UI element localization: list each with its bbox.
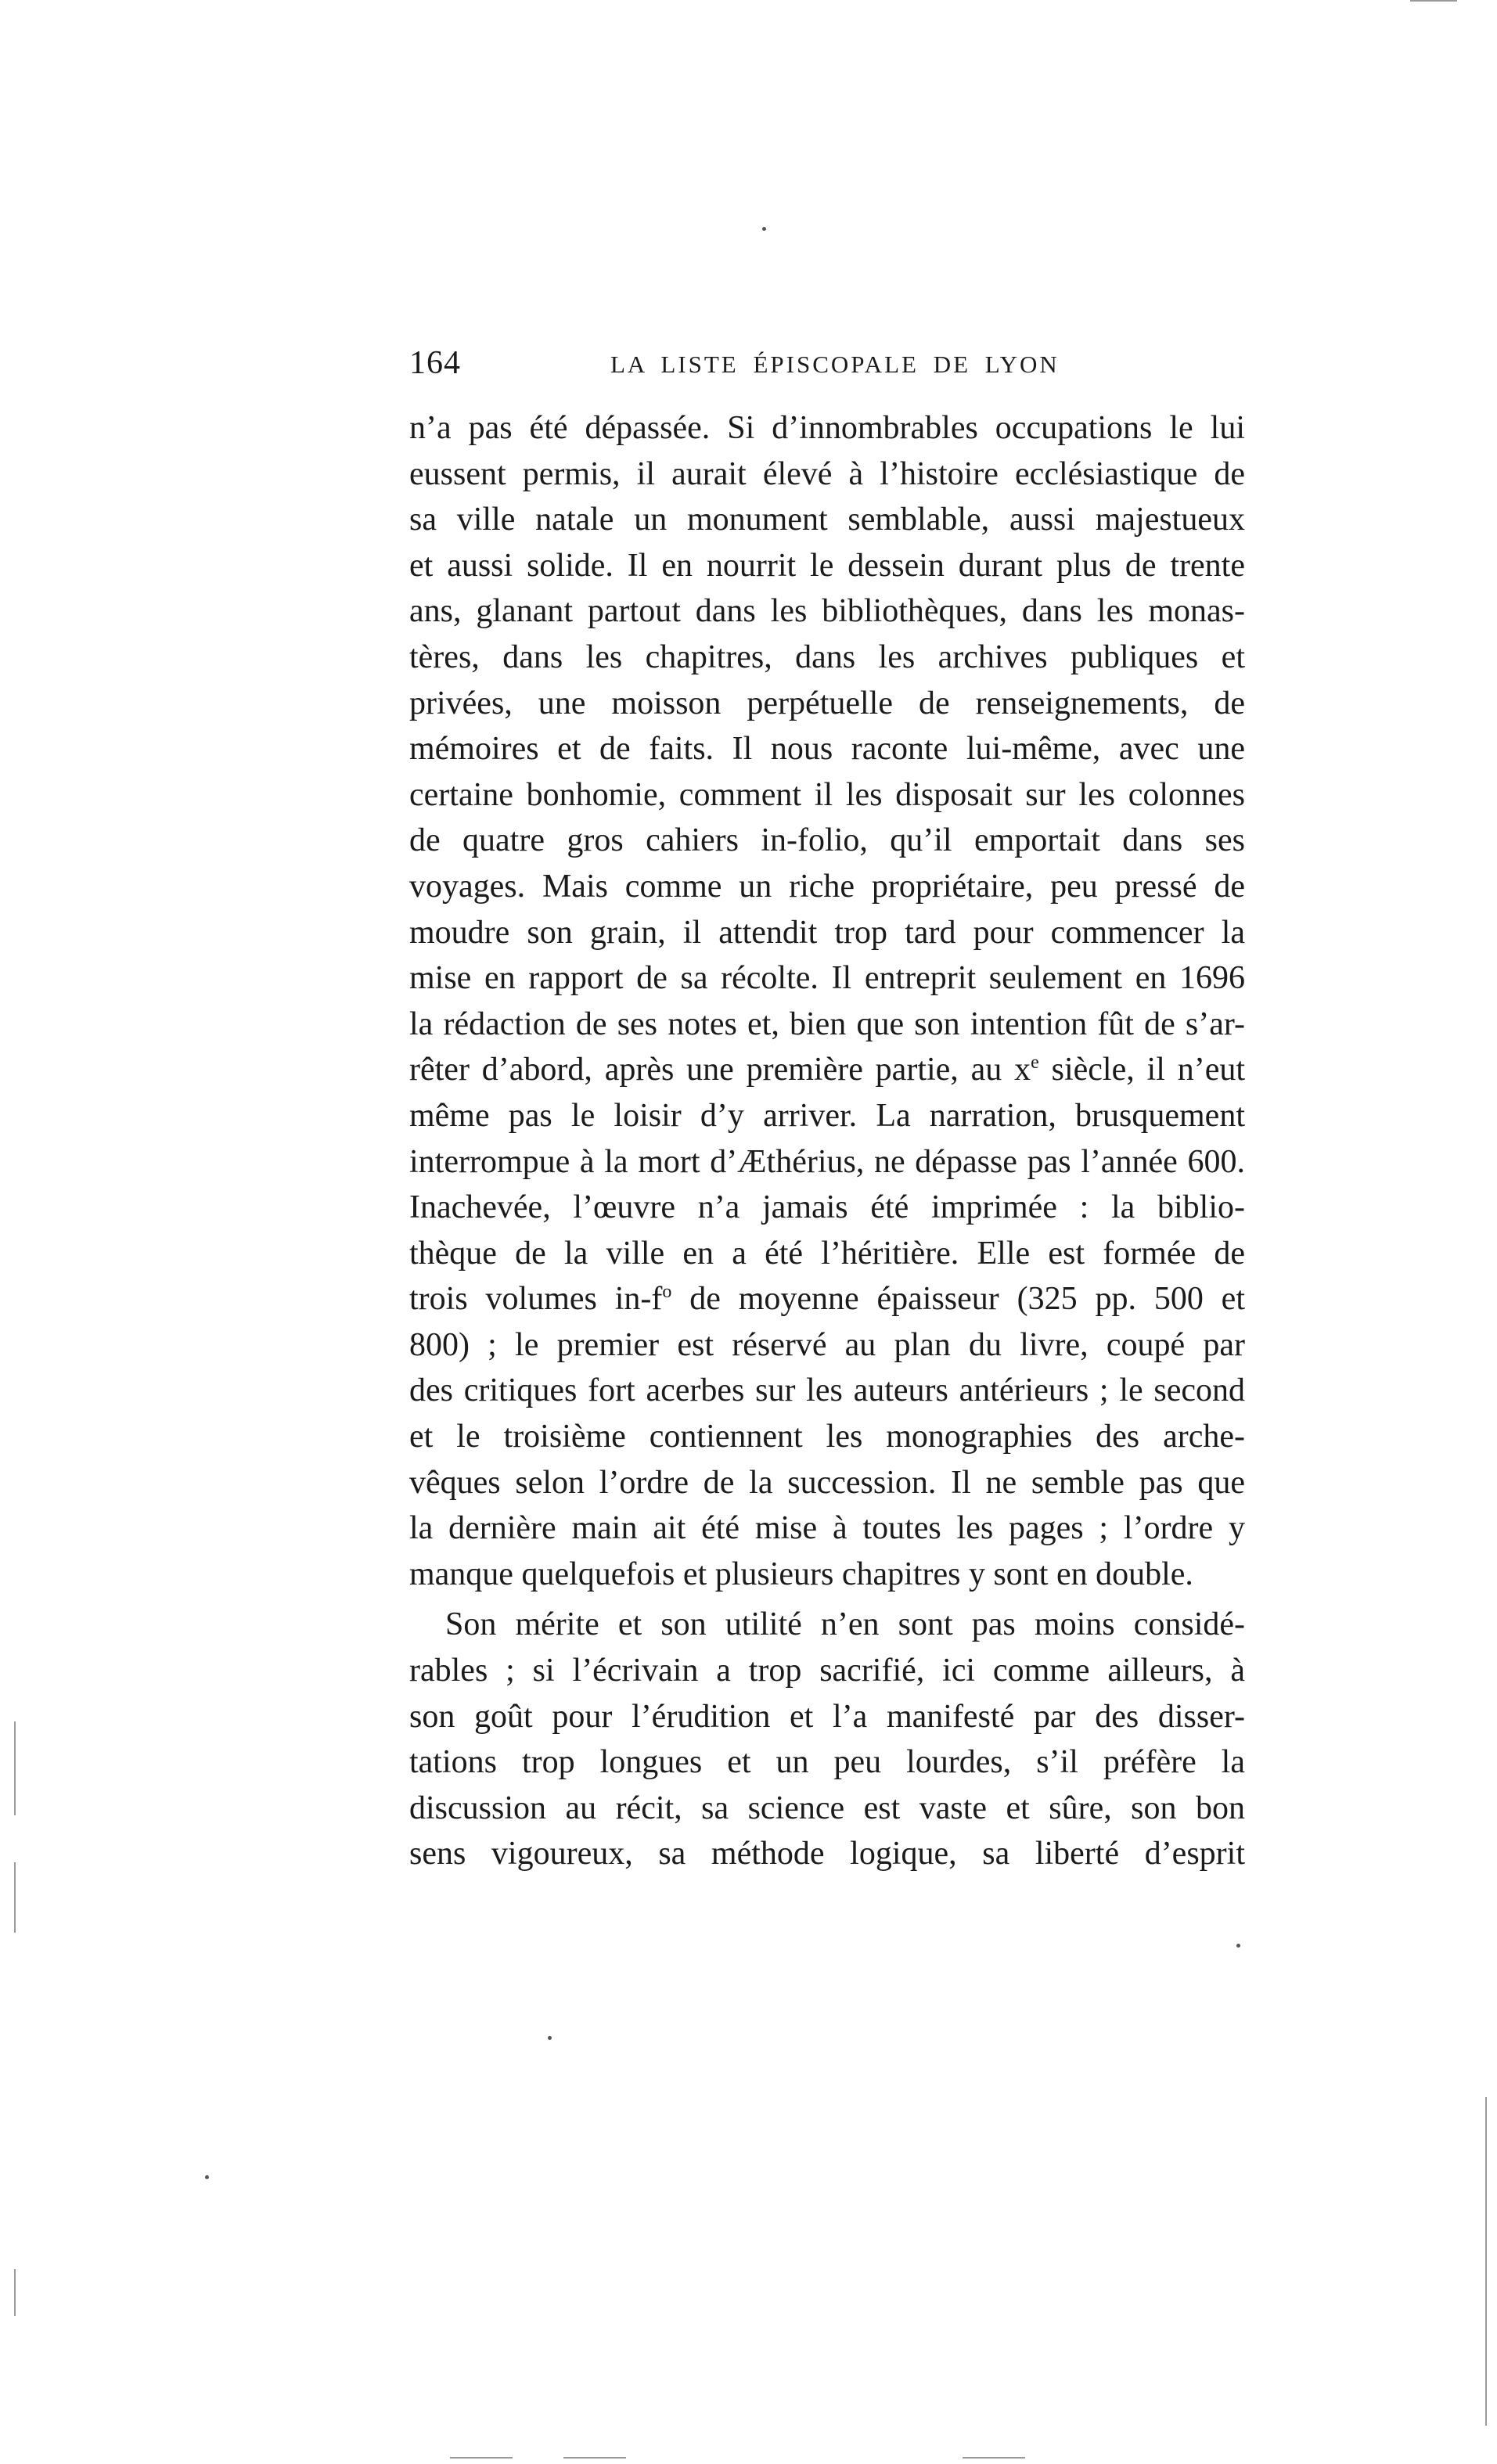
running-title: LA LISTE ÉPISCOPALE DE LYON — [610, 351, 1060, 378]
text-line: privées, une moisson perpétuelle de renseignements, de — [409, 685, 1245, 721]
scan-edge-mark — [1485, 2097, 1487, 2426]
text-line: discussion au récit, sa science est vaste et sûre, son bon — [409, 1790, 1245, 1826]
text-segment: rêter d’abord, après une première partie, au x — [409, 1052, 1031, 1088]
superscript: o — [662, 1282, 672, 1303]
scan-speck — [205, 2175, 209, 2179]
scan-edge-mark — [14, 2269, 16, 2316]
text-line: mise en rapport de sa récolte. Il entreprit seulement en 1696 — [409, 960, 1245, 997]
scan-speck — [762, 227, 766, 231]
scan-speck — [1236, 1944, 1240, 1948]
text-line: tations trop longues et un peu lourdes, s’il préfère la — [409, 1744, 1245, 1781]
text-line — [409, 1276, 1245, 1322]
scan-edge-mark — [563, 2457, 626, 2459]
scan-speck — [548, 2036, 552, 2040]
text-line: de quatre gros cahiers in-folio, qu’il emportait dans ses — [409, 822, 1245, 859]
text-line: moudre son grain, il attendit trop tard pour commencer la — [409, 914, 1245, 951]
scan-edge-mark — [450, 2457, 513, 2459]
text-line: et aussi solide. Il en nourrit le dessein durant plus de trente — [409, 547, 1245, 584]
text-line: et le troisième contiennent les monographies des arche- — [409, 1419, 1245, 1455]
text-line: tères, dans les chapitres, dans les archives publiques et — [409, 638, 1245, 675]
text-line: la rédaction de ses notes et, bien que son intention fût de s’ar- — [409, 1005, 1245, 1042]
text-line: des critiques fort acerbes sur les auteurs antérieurs ; le second — [409, 1372, 1245, 1409]
text-line: voyages. Mais comme un riche propriétaire, peu pressé de — [409, 868, 1245, 905]
body-text — [409, 405, 1245, 1877]
text-line: interrompue à la mort d’Æthérius, ne dépasse pas l’année 600. — [409, 1143, 1245, 1180]
text-segment: trois volumes in-f — [409, 1281, 663, 1318]
text-line: la dernière main ait été mise à toutes les pages ; l’ordre y — [409, 1510, 1245, 1547]
text-line: sa ville natale un monument semblable, aussi majestueux — [409, 502, 1245, 538]
text-line: eussent permis, il aurait élevé à l’histoire ecclésiastique de — [409, 455, 1245, 492]
text-line: n’a pas été dépassée. Si d’innombrables occupations le lui — [409, 410, 1245, 446]
text-line: 800) ; le premier est réservé au plan du livre, coupé par — [409, 1326, 1245, 1363]
text-line: thèque de la ville en a été l’héritière. Elle est formée de — [409, 1235, 1245, 1272]
page-number: 164 — [409, 345, 461, 381]
text-line: son goût pour l’érudition et l’a manifesté par des disser- — [409, 1698, 1245, 1735]
scan-edge-mark — [963, 2457, 1025, 2459]
scan-edge-mark — [14, 1721, 16, 1815]
text-line: même pas le loisir d’y arriver. La narration, brusquement — [409, 1097, 1245, 1134]
text-line — [409, 1047, 1245, 1093]
text-line: ans, glanant partout dans les bibliothèques, dans les monas- — [409, 593, 1245, 630]
text-segment: de moyenne épaisseur (325 pp. 500 et — [671, 1281, 1245, 1318]
text-line: Inachevée, l’œuvre n’a jamais été imprimée : la biblio- — [409, 1189, 1245, 1226]
scan-edge-mark — [1410, 0, 1457, 2]
text-line: manque quelquefois et plusieurs chapitres y sont en double. — [409, 1556, 1193, 1592]
text-line: certaine bonhomie, comment il les disposait sur les colonnes — [409, 776, 1245, 813]
text-line: sens vigoureux, sa méthode logique, sa liberté d’esprit — [409, 1836, 1245, 1872]
text-line: Son mérite et son utilité n’en sont pas moins considé- — [445, 1606, 1245, 1643]
text-segment: siècle, il n’eut — [1038, 1052, 1246, 1088]
text-line: vêques selon l’ordre de la succession. Il ne semble pas que — [409, 1464, 1245, 1501]
superscript: e — [1031, 1052, 1039, 1074]
text-line: mémoires et de faits. Il nous raconte lui-même, avec une — [409, 731, 1245, 768]
scan-edge-mark — [14, 1862, 16, 1933]
text-line: rables ; si l’écrivain a trop sacrifié, ici comme ailleurs, à — [409, 1653, 1245, 1689]
